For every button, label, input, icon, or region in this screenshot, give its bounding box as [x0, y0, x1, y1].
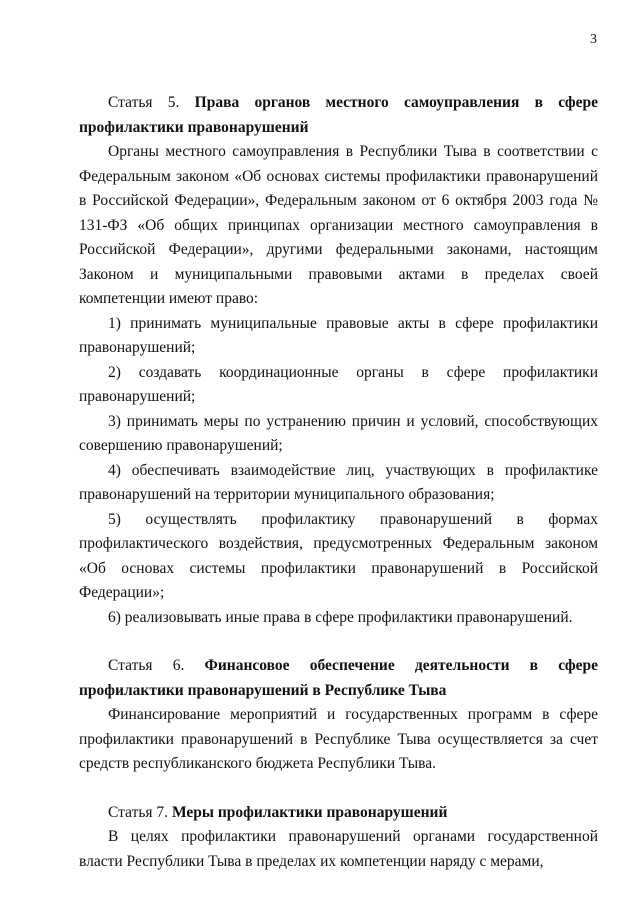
article-6-label: Статья 6. [108, 657, 185, 674]
article-5-item-4: 4) обеспечивать взаимодействие лиц, участвующих в профилактике правонарушений на территории муниципального образования; [79, 461, 598, 503]
article-5-item-1: 1) принимать муниципальные правовые акты в сфере профилактики правонарушений; [79, 314, 598, 356]
page-number: 3 [590, 32, 597, 47]
article-7-title: Меры профилактики правонарушений [171, 803, 448, 821]
article-5-paragraph: Органы местного самоуправления в Республики Тыва в соответствии с Федеральным законом «Об основах системы профилактики правонарушений в Российской Федерации», Федеральным законом от 6 октября 2003 года № 131-ФЗ «Об общих принципах организации местного самоуправления в Российской Федерации», другими федеральными законами, настоящим Законом и муниципальными правовыми актами в пределах своей компетенции имеют право: [79, 143, 598, 307]
article-5-item-6: 6) реализовывать иные права в сфере профилактики правонарушений. [108, 608, 573, 626]
article-7-heading [79, 801, 598, 826]
article-5-title: Права органов местного самоуправления в сфере профилактики правонарушений [79, 94, 598, 136]
article-5-item-5: 5) осуществлять профилактику правонарушений в формах профилактического воздействия, предусмотренных Федеральным законом «Об основах системы профилактики правонарушений в Российской Федерации»; [79, 510, 598, 601]
article-7-label: Статья 7. [108, 803, 169, 821]
article-6-heading [79, 654, 598, 703]
article-6-paragraph: Финансирование мероприятий и государственных программ в сфере профилактики правонарушений в Республике Тыва осуществляется за счет средств республиканского бюджета Республики Тыва. [79, 706, 598, 772]
article-5-heading [79, 91, 598, 140]
document-body [79, 91, 598, 874]
article-5-item-3: 3) принимать меры по устранению причин и условий, способствующих совершению правонарушений; [79, 412, 598, 454]
article-7-paragraph: В целях профилактики правонарушений органами государственной власти Республики Тыва в пределах их компетенции наряду с мерами, [79, 828, 598, 870]
article-5-item-2: 2) создавать координационные органы в сфере профилактики правонарушений; [79, 363, 598, 405]
article-5-label: Статья 5. [108, 94, 180, 111]
article-6-title: Финансовое обеспечение деятельности в сфере профилактики правонарушений в Республике Тыва [79, 657, 598, 699]
